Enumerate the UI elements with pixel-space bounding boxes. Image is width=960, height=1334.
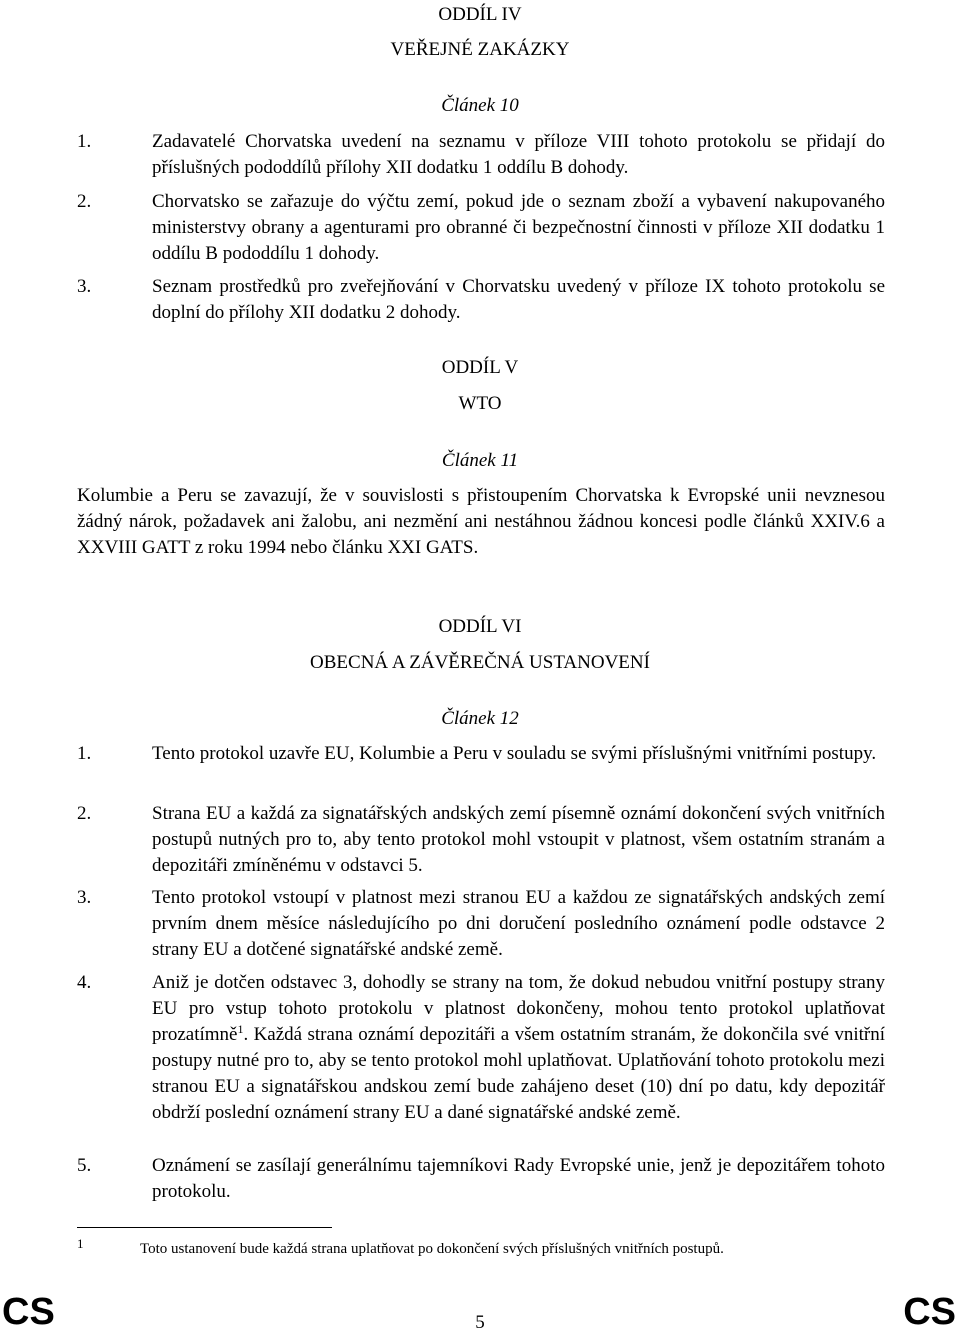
item-number: 1. — [77, 131, 92, 152]
item-text: Tento protokol vstoupí v platnost mezi stranou EU a každou ze signatářských andských zemí prvním dnem měsíce následujícího po dni doručení posledního oznámení podle odstavce 2 strany EU a dotčené signatářské andské země. — [152, 887, 885, 960]
section-title: WTO — [458, 393, 502, 414]
item-text: Strana EU a každá za signatářských andských zemí písemně oznámí dokončení svých vnitřních postupů nutných pro to, aby tento protokol mohl vstoupit v platnost, všem ostatním stranám a depozitáři zmíněnému v odstavci 5. — [152, 803, 885, 876]
item-number: 3. — [77, 887, 92, 908]
section-heading: ODDÍL VI — [438, 616, 522, 637]
item-number: 5. — [77, 1155, 92, 1176]
list-item — [77, 1153, 885, 1205]
list-item — [77, 801, 885, 879]
item-text: Seznam prostředků pro zveřejňování v Chorvatsku uvedený v příloze IX tohoto protokolu se doplní do přílohy XII dodatku 2 dohody. — [152, 276, 885, 323]
item-text: Tento protokol uzavře EU, Kolumbie a Peru v souladu se svými příslušnými vnitřními postupy. — [152, 743, 877, 764]
article-heading: Článek 10 — [441, 95, 519, 116]
item-number: 3. — [77, 276, 92, 297]
article-paragraph: Kolumbie a Peru se zavazují, že v souvislosti s přistoupením Chorvatska k Evropské unii nevznesou žádný nárok, požadavek ani žalobu, ani nezmění ani nestáhnou žádnou koncesi podle článků XXIV.6 a XXVIII GATT z roku 1994 nebo článku XXI GATS. — [77, 485, 885, 558]
item-text: Zadavatelé Chorvatska uvedení na seznamu v příloze VIII tohoto protokolu se přidají do příslušných pododdílů přílohy XII dodatku 1 oddílu B dohody. — [152, 131, 885, 178]
list-item — [77, 741, 885, 767]
footnote-reference[interactable]: 1 — [237, 1022, 244, 1036]
section-heading: ODDÍL V — [441, 357, 519, 378]
item-text — [152, 970, 885, 1126]
list-item — [77, 189, 885, 267]
item-text-part: . Každá strana oznámí depozitáři a všem ostatním stranám, že dokončila své vnitřní postupy nutné pro to, aby se tento protokol mohl uplatňovat. Uplatňování tohoto protokolu mezi stranou EU a signatářskou andskou zemí bude zahájeno deset (10) dní po datu, kdy depozitář obdrží poslední oznámení strany EU a dané signatářské andské země. — [152, 1024, 885, 1123]
item-number: 4. — [77, 972, 92, 993]
footnote-separator — [77, 1227, 332, 1228]
language-code-left: CS — [2, 1291, 55, 1333]
section-title: OBECNÁ A ZÁVĚREČNÁ USTANOVENÍ — [310, 652, 650, 673]
item-number: 2. — [77, 191, 92, 212]
section-title: VEŘEJNÉ ZAKÁZKY — [390, 39, 570, 60]
item-text: Oznámení se zasílají generálnímu tajemníkovi Rady Evropské unie, jenž je depozitářem tohoto protokolu. — [152, 1155, 885, 1202]
list-item — [77, 885, 885, 963]
article-heading: Článek 11 — [441, 450, 519, 471]
list-item — [77, 129, 885, 181]
footnote-text: Toto ustanovení bude každá strana uplatňovat po dokončení svých příslušných vnitřních postupů. — [140, 1241, 724, 1257]
list-item — [77, 274, 885, 326]
language-code-right: CS — [903, 1291, 956, 1333]
item-text-part: Aniž je dotčen odstavec 3, dohodly se strany na tom, že dokud nebudou vnitřní postupy strany EU pro vstup tohoto protokolu v platnost dokončeny, mohou tento protokol uplatňovat prozatímně — [152, 972, 885, 1045]
section-heading: ODDÍL IV — [438, 4, 522, 25]
item-number: 1. — [77, 743, 92, 764]
article-heading: Článek 12 — [441, 708, 519, 729]
list-item — [77, 970, 885, 1126]
page-number: 5 — [475, 1312, 485, 1333]
item-text: Chorvatsko se zařazuje do výčtu zemí, pokud jde o seznam zboží a vybavení nakupovaného ministerstvy obrany a agenturami pro obranné či bezpečnostní činnosti v příloze XII dodatku 1 oddílu B pododdílu 1 dohody. — [152, 191, 885, 264]
item-number: 2. — [77, 803, 92, 824]
footnote-number: 1 — [77, 1236, 84, 1251]
